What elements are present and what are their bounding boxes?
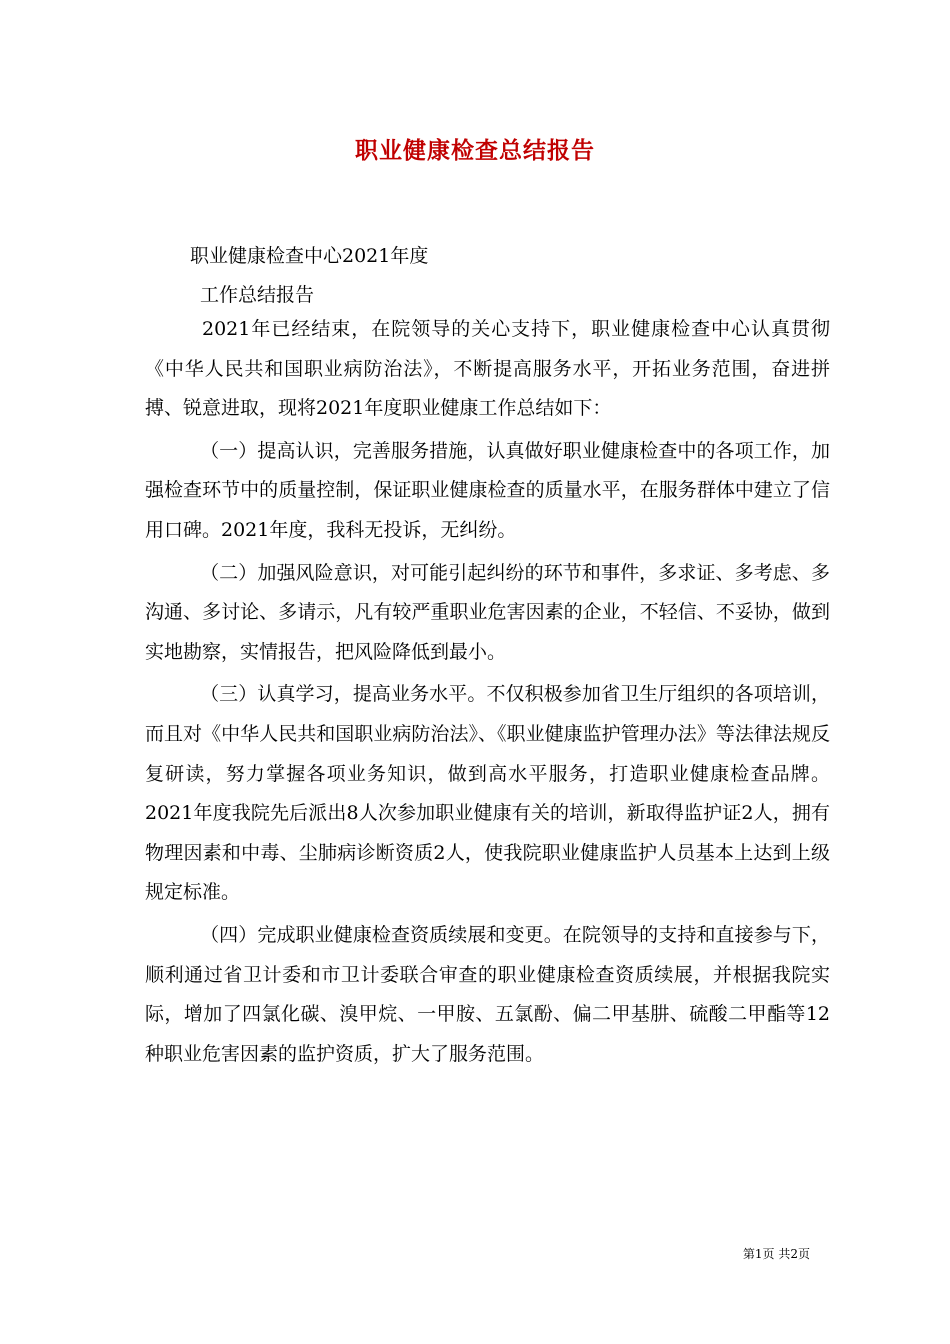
paragraph-section-2: （二）加强风险意识，对可能引起纠纷的环节和事件，多求证、多考虑、多沟通、多讨论、多请示，凡有较严重职业危害因素的企业，不轻信、不妥协，做到实地勘察，实情报告，把风险降低到最小。 (145, 561, 830, 663)
paragraph-section-3: （三）认真学习，提高业务水平。不仅积极参加省卫生厅组织的各项培训，而且对《中华人民共和国职业病防治法》、《职业健康监护管理办法》等法律法规反复研读，努力掌握各项业务知识，做到高水平服务，打造职业健康检查品牌。2021年度我院先后派出8人次参加职业健康有关的培训，新取得监护证2人，拥有物理因素和中毒、尘肺病诊断资质2人，使我院职业健康监护人员基本上达到上级规定标准。 (145, 683, 830, 904)
document-body (145, 310, 830, 1074)
subtitle-line-2: 工作总结报告 (200, 284, 315, 306)
page-number-footer: 第1页 共2页 (742, 1247, 810, 1261)
paragraph-section-1: （一）提高认识，完善服务措施，认真做好职业健康检查中的各项工作，加强检查环节中的质量控制，保证职业健康检查的质量水平，在服务群体中建立了信用口碑。2021年度，我科无投诉，无纠纷。 (145, 439, 830, 541)
paragraph-intro: 2021年已经结束，在院领导的关心支持下，职业健康检查中心认真贯彻《中华人民共和国职业病防治法》，不断提高服务水平，开拓业务范围，奋进拼搏、锐意进取，现将2021年度职业健康工作总结如下： (145, 318, 830, 420)
paragraph-section-4: （四）完成职业健康检查资质续展和变更。在院领导的支持和直接参与下，顺利通过省卫计委和市卫计委联合审查的职业健康检查资质续展，并根据我院实际，增加了四氯化碳、溴甲烷、一甲胺、五氯酚、偏二甲基肼、硫酸二甲酯等12种职业危害因素的监护资质，扩大了服务范围。 (145, 923, 830, 1065)
subtitle-line-1: 职业健康检查中心2021年度 (190, 245, 429, 267)
document-title: 职业健康检查总结报告 (355, 137, 595, 164)
